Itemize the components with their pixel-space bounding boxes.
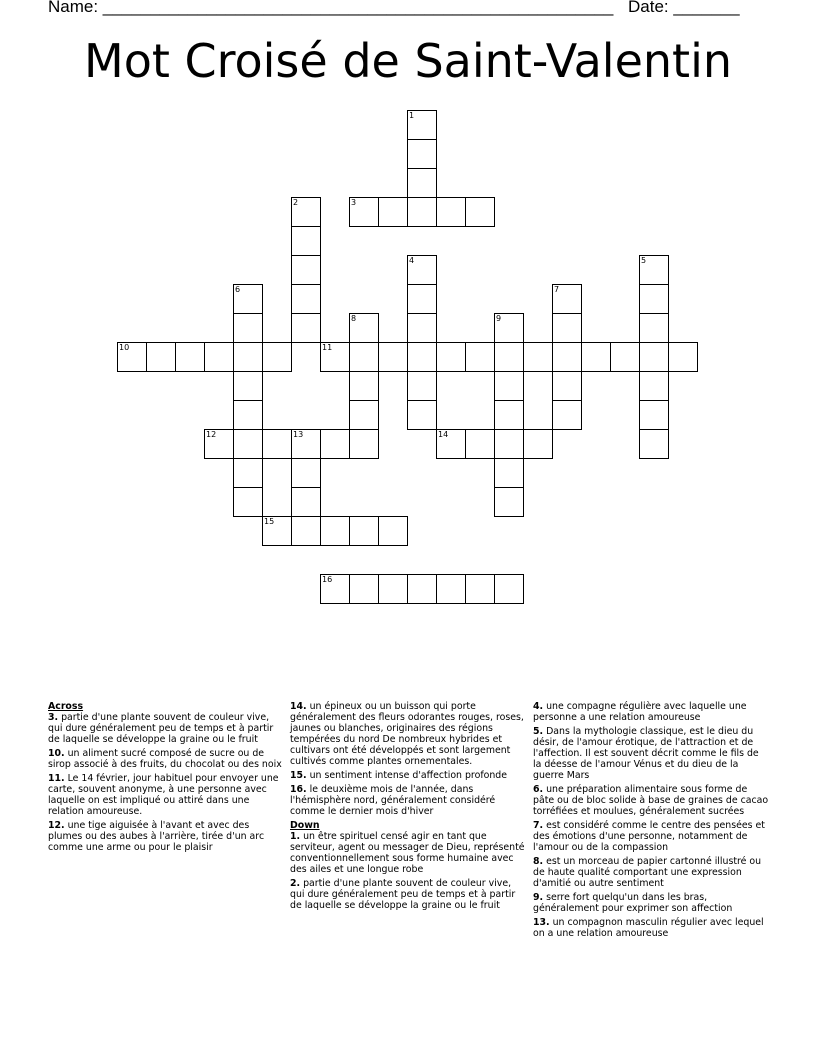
grid-cell[interactable] <box>291 429 321 459</box>
cell-number: 15 <box>264 517 275 526</box>
grid-cell[interactable] <box>494 574 524 604</box>
grid-cell[interactable] <box>407 371 437 401</box>
grid-cell[interactable] <box>349 516 379 546</box>
clue-down-1: 1. un être spirituel censé agir en tant que serviteur, agent ou messager de Dieu, représenté conventionnellement sous forme humaine avec des ailes et une longue robe <box>290 831 525 875</box>
page-title: Mot Croisé de Saint-Valentin <box>84 34 732 88</box>
clue-down-8: 8. est un morceau de papier cartonné illustré ou de haute qualité comportant une expression d'amitié ou autre sentiment <box>533 856 762 889</box>
grid-cell[interactable] <box>291 313 321 343</box>
clue-across-16: 16. le deuxième mois de l'année, dans l'hémisphère nord, généralement considéré comme le dernier mois d'hiver <box>290 784 496 817</box>
grid-cell[interactable] <box>465 574 495 604</box>
grid-cell[interactable] <box>175 342 205 372</box>
clue-down-2: 2. partie d'une plante souvent de couleur vive, qui dure généralement peu de temps et à partir de laquelle se développe la graine ou le fruit <box>290 878 516 911</box>
grid-cell[interactable] <box>117 342 147 372</box>
grid-cell[interactable] <box>436 342 466 372</box>
grid-cell[interactable] <box>349 400 379 430</box>
grid-cell[interactable] <box>407 342 437 372</box>
grid-cell[interactable] <box>639 255 669 285</box>
grid-cell[interactable] <box>552 371 582 401</box>
grid-cell[interactable] <box>494 458 524 488</box>
grid-cell[interactable] <box>407 574 437 604</box>
grid-cell[interactable] <box>552 400 582 430</box>
grid-cell[interactable] <box>494 371 524 401</box>
clue-across-11: 11. Le 14 février, jour habituel pour envoyer une carte, souvent anonyme, à une personne avec laquelle on est impliqué ou attiré dans une relation amoureuse. <box>48 773 279 817</box>
grid-cell[interactable] <box>639 371 669 401</box>
clues-column-2 <box>290 701 526 914</box>
grid-cell[interactable] <box>233 313 263 343</box>
grid-cell[interactable] <box>436 429 466 459</box>
grid-cell[interactable] <box>378 574 408 604</box>
grid-cell[interactable] <box>465 429 495 459</box>
grid-cell[interactable] <box>378 516 408 546</box>
grid-cell[interactable] <box>291 487 321 517</box>
grid-cell[interactable] <box>233 458 263 488</box>
grid-cell[interactable] <box>407 168 437 198</box>
grid-cell[interactable] <box>523 342 553 372</box>
grid-cell[interactable] <box>291 197 321 227</box>
grid-cell[interactable] <box>639 429 669 459</box>
grid-cell[interactable] <box>233 429 263 459</box>
grid-cell[interactable] <box>407 284 437 314</box>
clue-down-6: 6. une préparation alimentaire sous forme de pâte ou de bloc solide à base de graines de cacao torréfiées et moulues, généralement sucrées <box>533 784 769 817</box>
grid-cell[interactable] <box>494 487 524 517</box>
cell-number: 8 <box>351 314 357 323</box>
clue-across-14: 14. un épineux ou un buisson qui porte généralement des fleurs odorantes rouges, roses, jaunes ou blanches, originaires des régions tempérées du nord De nombreux hybrides et cultivars ont été développés et sont largement cultivés comme plantes ornementales. <box>290 701 524 767</box>
grid-cell[interactable] <box>465 342 495 372</box>
clue-across-10: 10. un aliment sucré composé de sucre ou de sirop associé à des fruits, du chocolat ou des noix <box>48 748 282 770</box>
grid-cell[interactable] <box>552 313 582 343</box>
cell-number: 11 <box>322 343 333 352</box>
grid-cell[interactable] <box>494 313 524 343</box>
grid-cell[interactable] <box>349 574 379 604</box>
down-heading: Down <box>290 820 320 831</box>
cell-number: 16 <box>322 575 333 584</box>
grid-cell[interactable] <box>233 284 263 314</box>
grid-cell[interactable] <box>407 197 437 227</box>
cell-number: 3 <box>351 198 357 207</box>
grid-cell[interactable] <box>262 429 292 459</box>
grid-cell[interactable] <box>494 400 524 430</box>
cell-number: 5 <box>641 256 647 265</box>
grid-cell[interactable] <box>436 197 466 227</box>
cell-number: 9 <box>496 314 502 323</box>
cell-number: 14 <box>438 430 449 439</box>
grid-cell[interactable] <box>639 284 669 314</box>
clue-across-3: 3. partie d'une plante souvent de couleur vive, qui dure généralement peu de temps et à partir de laquelle se développe la graine ou le fruit <box>48 712 274 745</box>
grid-cell[interactable] <box>378 197 408 227</box>
grid-cell[interactable] <box>552 342 582 372</box>
grid-cell[interactable] <box>291 516 321 546</box>
cell-number: 12 <box>206 430 217 439</box>
across-heading: Across <box>48 701 84 712</box>
cell-number: 4 <box>409 256 415 265</box>
grid-cell[interactable] <box>204 429 234 459</box>
grid-cell[interactable] <box>639 342 669 372</box>
grid-cell[interactable] <box>465 197 495 227</box>
cell-number: 1 <box>409 111 415 120</box>
grid-cell[interactable] <box>320 574 350 604</box>
name-field-label: Name: ______________________________________________________ <box>48 0 614 16</box>
grid-cell[interactable] <box>291 226 321 256</box>
cell-number: 10 <box>119 343 130 352</box>
grid-cell[interactable] <box>494 342 524 372</box>
clue-down-5: 5. Dans la mythologie classique, est le dieu du désir, de l'amour érotique, de l'attraction et de l'affection. Il est souvent décrit comme le fils de la déesse de l'amour Vénus et du dieu de la guerre Mars <box>533 726 759 781</box>
clue-across-15: 15. un sentiment intense d'affection profonde <box>290 770 508 781</box>
grid-cell[interactable] <box>407 110 437 140</box>
clue-down-4: 4. une compagne régulière avec laquelle une personne a une relation amoureuse <box>533 701 747 723</box>
grid-cell[interactable] <box>320 429 350 459</box>
clue-down-13: 13. un compagnon masculin régulier avec lequel on a une relation amoureuse <box>533 917 764 939</box>
grid-cell[interactable] <box>349 342 379 372</box>
grid-cell[interactable] <box>320 516 350 546</box>
grid-cell[interactable] <box>378 342 408 372</box>
grid-cell[interactable] <box>291 458 321 488</box>
grid-cell[interactable] <box>233 371 263 401</box>
grid-cell[interactable] <box>262 342 292 372</box>
grid-cell[interactable] <box>291 255 321 285</box>
clue-across-12: 12. une tige aiguisée à l'avant et avec des plumes ou des aubes à l'arrière, tirée d'un arc comme une arme ou pour le plaisir <box>48 820 265 853</box>
clue-down-7: 7. est considéré comme le centre des pensées et des émotions d'une personne, notamment de l'amour ou de la compassion <box>533 820 765 853</box>
clue-down-9: 9. serre fort quelqu'un dans les bras, généralement pour exprimer son affection <box>533 892 733 914</box>
grid-cell[interactable] <box>349 313 379 343</box>
grid-cell[interactable] <box>233 342 263 372</box>
grid-cell[interactable] <box>349 197 379 227</box>
grid-cell[interactable] <box>523 429 553 459</box>
grid-cell[interactable] <box>436 574 466 604</box>
clues-column-1 <box>48 701 284 856</box>
date-field-label: Date: _______ <box>628 0 740 16</box>
grid-cell[interactable] <box>320 342 350 372</box>
grid-cell[interactable] <box>233 400 263 430</box>
grid-cell[interactable] <box>407 139 437 169</box>
grid-cell[interactable] <box>349 429 379 459</box>
cell-number: 13 <box>293 430 304 439</box>
grid-cell[interactable] <box>407 400 437 430</box>
grid-cell[interactable] <box>494 429 524 459</box>
grid-cell[interactable] <box>407 313 437 343</box>
grid-cell[interactable] <box>581 342 611 372</box>
grid-cell[interactable] <box>233 487 263 517</box>
grid-cell[interactable] <box>639 400 669 430</box>
grid-cell[interactable] <box>262 516 292 546</box>
grid-cell[interactable] <box>204 342 234 372</box>
grid-cell[interactable] <box>146 342 176 372</box>
grid-cell[interactable] <box>349 371 379 401</box>
grid-cell[interactable] <box>610 342 640 372</box>
grid-cell[interactable] <box>407 255 437 285</box>
grid-cell[interactable] <box>291 284 321 314</box>
cell-number: 7 <box>554 285 560 294</box>
grid-cell[interactable] <box>552 284 582 314</box>
cell-number: 6 <box>235 285 241 294</box>
grid-cell[interactable] <box>639 313 669 343</box>
cell-number: 2 <box>293 198 299 207</box>
clues-column-3 <box>533 701 769 942</box>
grid-cell[interactable] <box>668 342 698 372</box>
